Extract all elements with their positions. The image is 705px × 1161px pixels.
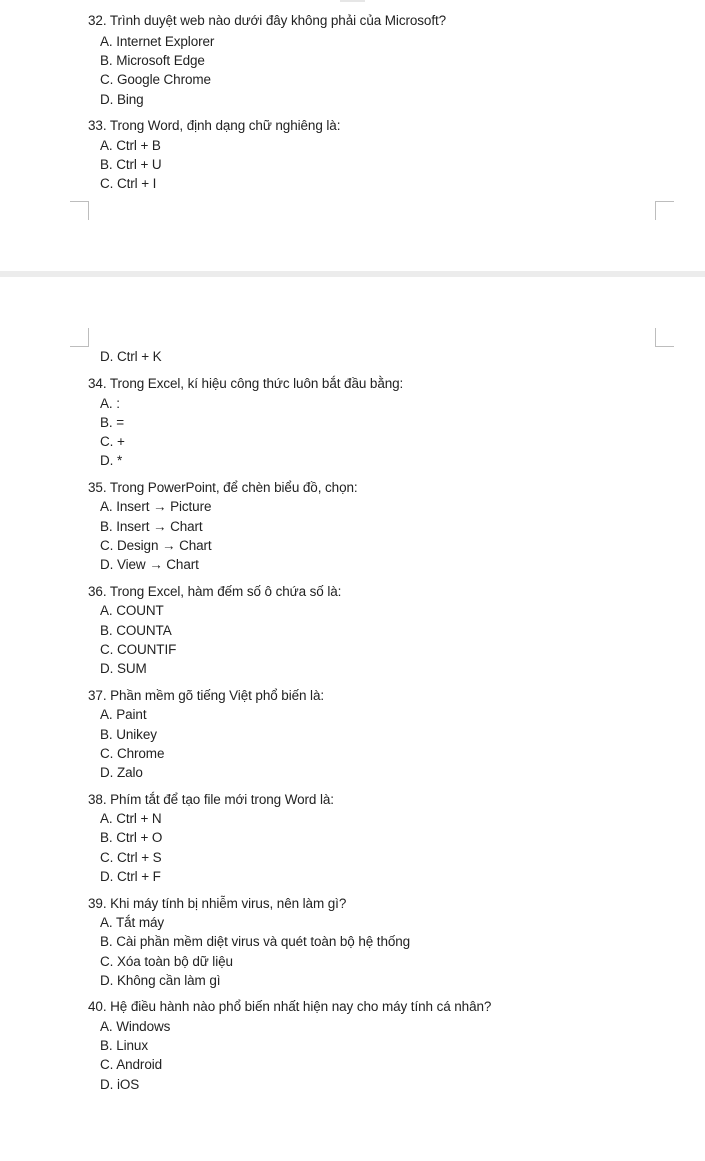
question-38-option-d: D. Ctrl + F [100, 869, 161, 884]
question-33-option-b: B. Ctrl + U [100, 157, 162, 172]
question-36-option-b: B. COUNTA [100, 623, 172, 638]
question-32-option-b: B. Microsoft Edge [100, 53, 205, 68]
question-33-option-a: A. Ctrl + B [100, 138, 161, 153]
question-34-text: 34. Trong Excel, kí hiệu công thức luôn bắt đầu bằng: [88, 376, 404, 391]
question-34-option-c: C. + [100, 434, 125, 449]
question-40-text: 40. Hệ điều hành nào phổ biến nhất hiện nay cho máy tính cá nhân? [88, 999, 492, 1014]
question-39-option-b: B. Cài phần mềm diệt virus và quét toàn bộ hệ thống [100, 934, 411, 949]
question-34-option-d: D. * [100, 453, 123, 468]
question-40-option-b: B. Linux [100, 1038, 148, 1053]
question-40-option-c: C. Android [100, 1057, 163, 1072]
question-37-option-b: B. Unikey [100, 727, 157, 742]
crop-mark-bottom-right [655, 201, 674, 220]
question-32-option-a: A. Internet Explorer [100, 34, 215, 49]
question-39-option-a: A. Tắt máy [100, 915, 165, 930]
crop-mark-top-left [70, 328, 89, 347]
question-36-option-d: D. SUM [100, 661, 147, 676]
question-37-text: 37. Phần mềm gõ tiếng Việt phổ biến là: [88, 688, 325, 703]
document-page-upper [0, 0, 705, 271]
question-36-option-c: C. COUNTIF [100, 642, 177, 657]
question-35-option-a: A. Insert → Picture [100, 499, 212, 514]
question-38-text: 38. Phím tắt để tạo file mới trong Word là: [88, 792, 334, 807]
question-33-text: 33. Trong Word, định dạng chữ nghiêng là: [88, 118, 341, 133]
question-38-option-c: C. Ctrl + S [100, 850, 162, 865]
question-33-option-d: D. Ctrl + K [100, 349, 162, 364]
question-40-option-a: A. Windows [100, 1019, 171, 1034]
question-32-option-d: D. Bing [100, 92, 144, 107]
question-33-option-c: C. Ctrl + I [100, 176, 157, 191]
crop-mark-bottom-left [70, 201, 89, 220]
question-36-text: 36. Trong Excel, hàm đếm số ô chứa số là: [88, 584, 342, 599]
question-36-option-a: A. COUNT [100, 603, 164, 618]
document-page-lower [0, 277, 705, 1161]
page-top-marker [340, 0, 365, 2]
question-34-option-a: A. : [100, 396, 120, 411]
question-37-option-a: A. Paint [100, 707, 147, 722]
question-38-option-a: A. Ctrl + N [100, 811, 162, 826]
question-35-text: 35. Trong PowerPoint, để chèn biểu đồ, chọn: [88, 480, 358, 495]
question-35-option-d: D. View → Chart [100, 557, 199, 572]
crop-mark-top-right [655, 328, 674, 347]
question-37-option-c: C. Chrome [100, 746, 165, 761]
question-32-text: 32. Trình duyệt web nào dưới đây không phải của Microsoft? [88, 13, 447, 28]
question-39-text: 39. Khi máy tính bị nhiễm virus, nên làm gì? [88, 896, 347, 911]
question-38-option-b: B. Ctrl + O [100, 830, 163, 845]
question-32-option-c: C. Google Chrome [100, 72, 211, 87]
question-35-option-c: C. Design → Chart [100, 538, 212, 553]
question-39-option-c: C. Xóa toàn bộ dữ liệu [100, 954, 233, 969]
question-35-option-b: B. Insert → Chart [100, 519, 203, 534]
question-39-option-d: D. Không cần làm gì [100, 973, 221, 988]
question-34-option-b: B. = [100, 415, 124, 430]
question-37-option-d: D. Zalo [100, 765, 143, 780]
question-40-option-d: D. iOS [100, 1077, 140, 1092]
